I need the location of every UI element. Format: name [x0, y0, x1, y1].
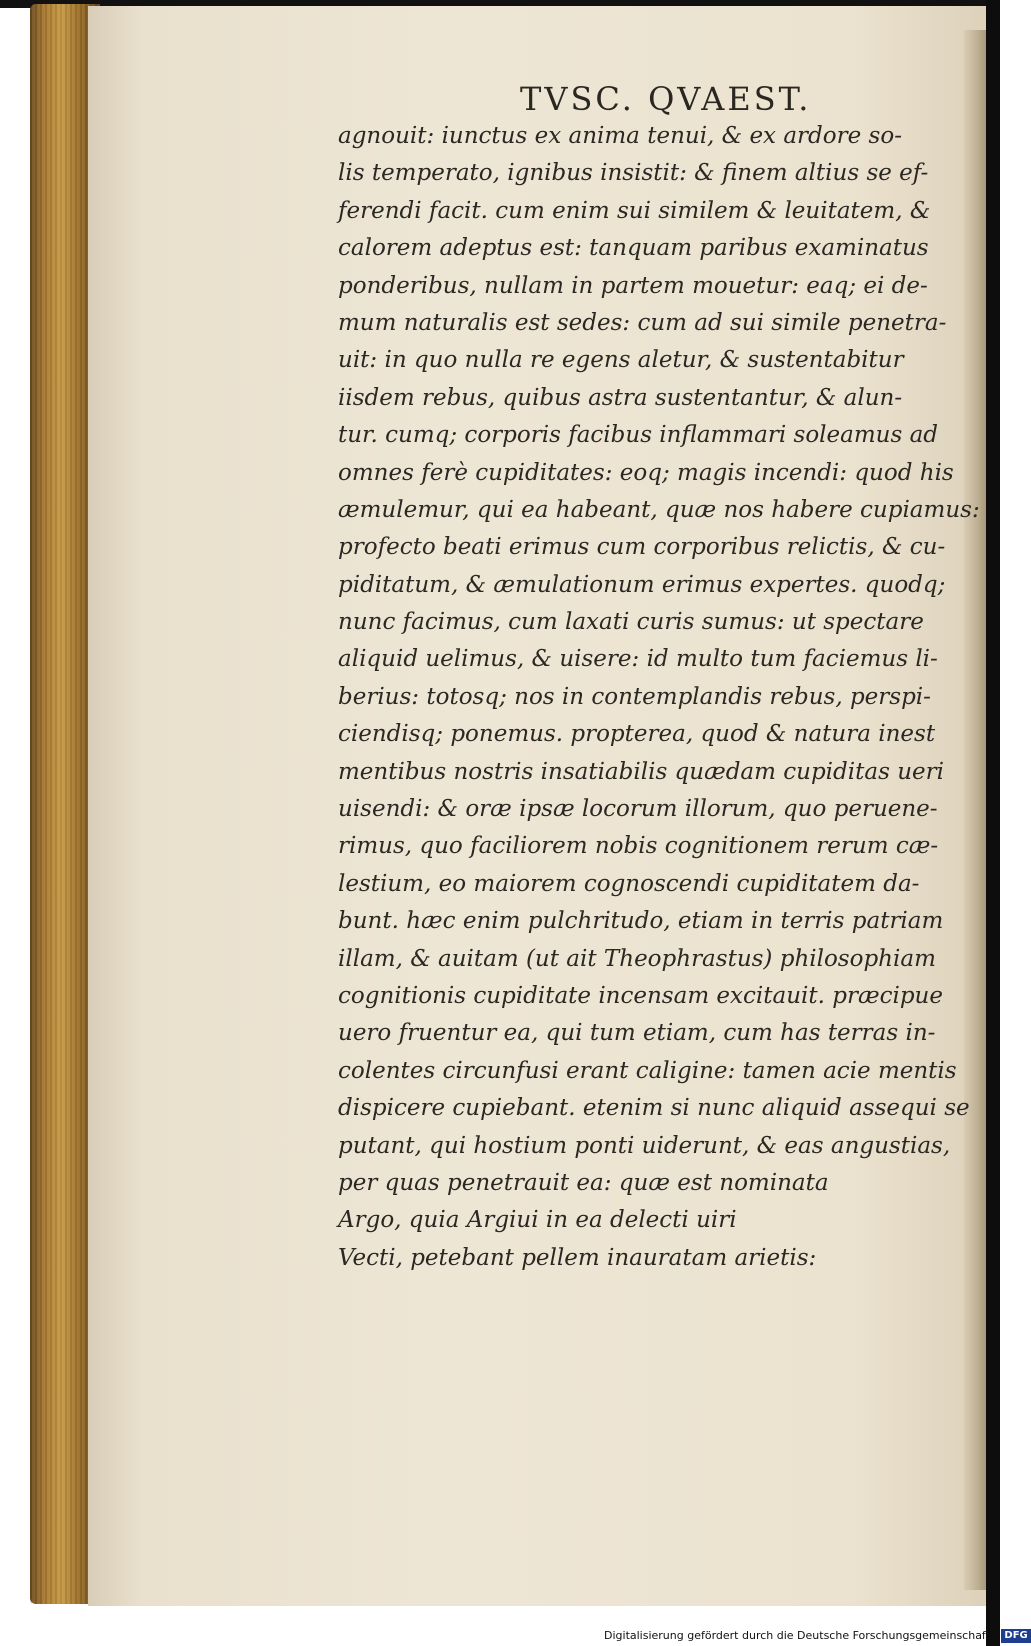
- text-line: calorem adeptus est: tanquam paribus examinatus: [338, 235, 929, 262]
- text-line: rimus, quo faciliorem nobis cognitionem rerum cæ-: [338, 833, 939, 860]
- text-line: bunt. hæc enim pulchritudo, etiam in terris patriam: [338, 908, 944, 935]
- text-line: illam, & auitam (ut ait Theophrastus) philosophiam: [338, 945, 936, 972]
- text-line: colentes circunfusi erant caligine: tamen acie mentis: [338, 1057, 957, 1084]
- dfg-logo: DFG: [1001, 1629, 1030, 1643]
- text-line: tur. cumq; corporis facibus inflammari soleamus ad: [338, 422, 939, 449]
- text-line: piditatum, & æmulationum erimus expertes. quodq;: [338, 571, 946, 598]
- text-line: uisendi: & oræ ipsæ locorum illorum, quo peruene-: [338, 796, 938, 823]
- text-line: iisdem rebus, quibus astra sustentantur, & alun-: [338, 384, 903, 411]
- text-line: dispicere cupiebant. etenim si nunc aliquid assequi se: [338, 1095, 970, 1122]
- funding-footer: [604, 1626, 1031, 1646]
- body-text: [338, 118, 978, 1277]
- text-line: ciendisq; ponemus. propterea, quod & natura inest: [338, 721, 936, 748]
- text-line: mum naturalis est sedes: cum ad sui simile penetra-: [338, 309, 947, 336]
- text-line: cognitionis cupiditate incensam excitauit. præcipue: [338, 982, 943, 1009]
- text-line: æmulemur, qui ea habeant, quæ nos habere cupiamus:: [338, 496, 980, 523]
- scan-frame-right: [986, 0, 1000, 1646]
- text-line: lis temperato, ignibus insistit: & finem altius se ef-: [338, 160, 929, 187]
- funding-credit: Digitalisierung gefördert durch die Deutsche Forschungsgemeinschaft -: [604, 1629, 998, 1642]
- text-line: Argo, quia Argiui in ea delecti uiri: [338, 1207, 737, 1234]
- text-line: omnes ferè cupiditates: eoq; magis incendi: quod his: [338, 459, 954, 486]
- text-line: profecto beati erimus cum corporibus relictis, & cu-: [338, 534, 946, 561]
- text-line: Vecti, petebant pellem inauratam arietis:: [338, 1244, 817, 1271]
- text-line: aliquid uelimus, & uisere: id multo tum faciemus li-: [338, 646, 938, 673]
- text-line: ponderibus, nullam in partem mouetur: eaq; ei de-: [338, 272, 928, 299]
- text-line: ferendi facit. cum enim sui similem & leuitatem, &: [338, 197, 931, 224]
- running-head: TVSC. QVAEST.: [520, 80, 812, 118]
- text-line: uit: in quo nulla re egens aletur, & sustentabitur: [338, 347, 904, 374]
- text-line: agnouit: iunctus ex anima tenui, & ex ardore so-: [338, 123, 902, 149]
- text-line: per quas penetrauit ea: quæ est nominata: [338, 1169, 829, 1196]
- text-line: berius: totosq; nos in contemplandis rebus, perspi-: [338, 683, 931, 710]
- text-line: mentibus nostris insatiabilis quædam cupiditas ueri: [338, 758, 944, 785]
- text-line: uero fruentur ea, qui tum etiam, cum has terras in-: [338, 1020, 936, 1047]
- text-line: putant, qui hostium ponti uiderunt, & eas angustias,: [338, 1132, 951, 1159]
- text-line: nunc facimus, cum laxati curis sumus: ut spectare: [338, 609, 924, 636]
- text-line: lestium, eo maiorem cognoscendi cupiditatem da-: [338, 870, 920, 897]
